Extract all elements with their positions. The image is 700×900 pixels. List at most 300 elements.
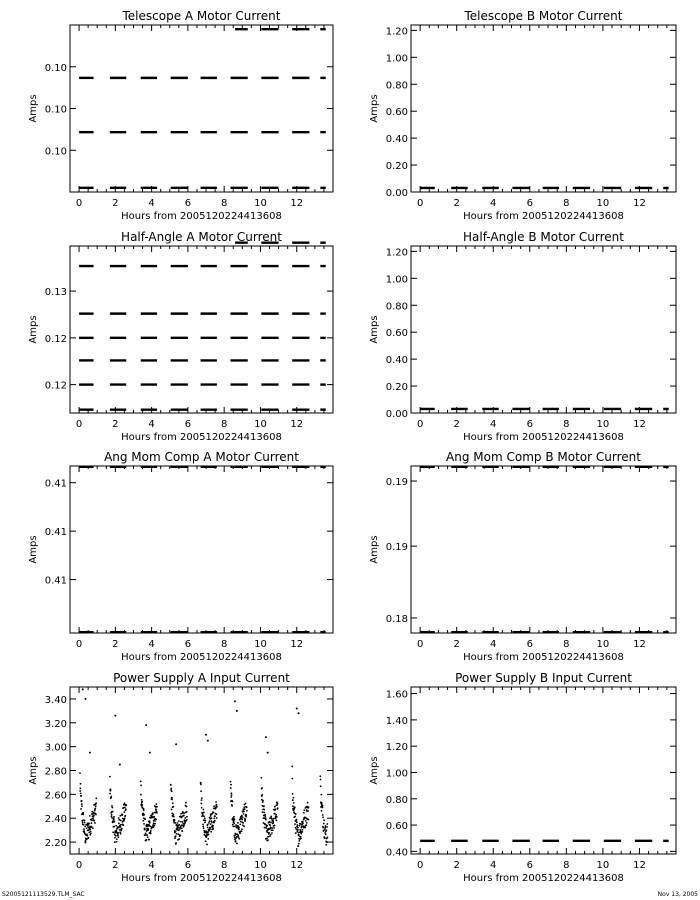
data-point — [325, 834, 327, 836]
data-point — [206, 835, 208, 837]
data-point — [292, 805, 294, 807]
data-point — [244, 819, 246, 821]
data-point — [210, 823, 212, 825]
data-point — [274, 806, 276, 808]
chart-title: Half-Angle B Motor Current — [463, 230, 624, 244]
data-point — [120, 824, 122, 826]
data-point — [296, 822, 298, 824]
data-point — [155, 803, 157, 805]
data-point — [89, 828, 91, 830]
data-point — [117, 832, 119, 834]
y-tick-label: 1.20 — [385, 26, 408, 38]
data-point — [204, 820, 206, 822]
data-point — [141, 799, 143, 801]
x-tick-label: 2 — [112, 639, 119, 650]
data-point — [178, 824, 180, 826]
data-point — [80, 793, 82, 795]
x-tick-label: 10 — [596, 419, 610, 430]
x-tick-label: 4 — [490, 198, 497, 209]
y-tick-label: 0.80 — [385, 794, 408, 806]
data-point — [205, 840, 207, 842]
data-point — [112, 831, 114, 833]
data-point — [175, 842, 177, 844]
data-point — [95, 814, 97, 816]
data-point — [142, 820, 144, 822]
x-tick-label: 6 — [184, 198, 192, 209]
x-tick-label: 4 — [490, 860, 497, 871]
y-tick-label: 0.19 — [385, 542, 408, 554]
x-tick-label: 10 — [254, 639, 267, 650]
data-point — [244, 808, 246, 810]
x-tick-label: 0 — [75, 639, 83, 650]
x-tick-label: 0 — [416, 639, 424, 650]
data-point — [90, 831, 92, 833]
data-point — [80, 808, 82, 810]
data-point — [295, 832, 297, 834]
data-point — [297, 827, 299, 829]
y-tick-label: 0.10 — [44, 146, 67, 158]
data-point — [153, 816, 155, 818]
data-point — [214, 815, 216, 817]
data-point — [211, 822, 213, 824]
data-point — [302, 821, 304, 823]
data-point — [275, 814, 277, 816]
data-point — [146, 834, 148, 836]
data-point — [295, 813, 297, 815]
data-point — [200, 802, 202, 804]
y-axis-label: Amps — [28, 315, 39, 344]
x-tick-label: 4 — [148, 860, 155, 871]
data-point — [123, 811, 125, 813]
data-point — [208, 833, 210, 835]
data-point — [273, 827, 275, 829]
data-point — [320, 794, 322, 796]
data-point — [295, 827, 297, 829]
data-point — [148, 839, 150, 841]
data-point — [321, 802, 323, 804]
data-point — [238, 829, 240, 831]
data-point — [200, 790, 202, 792]
data-point — [298, 843, 300, 845]
x-tick-label: 2 — [453, 419, 460, 430]
data-point — [300, 833, 302, 835]
data-point — [150, 833, 152, 835]
x-tick-label: 12 — [633, 860, 646, 871]
data-point — [150, 830, 152, 832]
data-point — [115, 825, 117, 827]
y-tick-label: 0.00 — [385, 188, 408, 199]
y-tick-label: 0.40 — [385, 847, 408, 859]
y-tick-label: 0.40 — [385, 355, 408, 367]
y-tick-label: 0.60 — [385, 328, 408, 340]
y-tick-label: 0.40 — [385, 134, 408, 146]
data-point — [90, 832, 92, 834]
data-point — [87, 835, 89, 837]
data-point — [181, 827, 183, 829]
data-point — [182, 821, 184, 823]
data-point — [323, 823, 325, 825]
data-point — [95, 797, 97, 799]
data-point — [79, 772, 81, 774]
data-point — [325, 829, 327, 831]
data-point — [176, 833, 178, 835]
data-point — [115, 829, 117, 831]
data-point — [260, 777, 262, 779]
data-point — [238, 838, 240, 840]
data-point — [113, 816, 115, 818]
data-point — [265, 827, 267, 829]
data-point — [145, 724, 147, 726]
data-point — [241, 815, 243, 817]
data-point — [322, 827, 324, 829]
data-point — [186, 806, 188, 808]
data-point — [208, 822, 210, 824]
data-point — [82, 812, 84, 814]
y-tick-label: 0.41 — [44, 527, 67, 539]
data-point — [149, 752, 151, 754]
data-point — [92, 817, 94, 819]
data-point — [267, 836, 269, 838]
data-point — [118, 836, 120, 838]
data-point — [147, 836, 149, 838]
data-point — [232, 826, 234, 828]
y-tick-label: 0.20 — [385, 382, 408, 394]
x-tick-label: 6 — [184, 860, 192, 871]
data-point — [89, 815, 91, 817]
data-point — [84, 822, 86, 824]
data-point — [302, 823, 304, 825]
data-point — [143, 809, 145, 811]
x-axis-label: Hours from 2005120224413608 — [121, 873, 282, 884]
data-point — [239, 824, 241, 826]
x-tick-label: 10 — [596, 639, 610, 650]
data-point — [203, 827, 205, 829]
data-point — [125, 808, 127, 810]
data-point — [207, 838, 209, 840]
data-point — [116, 838, 118, 840]
data-point — [186, 819, 188, 821]
data-point — [141, 801, 143, 803]
data-point — [112, 811, 114, 813]
data-point — [263, 805, 265, 807]
data-point — [201, 807, 203, 809]
data-point — [114, 837, 116, 839]
data-point — [115, 835, 117, 837]
data-point — [81, 820, 83, 822]
data-point — [186, 816, 188, 818]
data-point — [231, 805, 233, 807]
chart-title: Power Supply B Input Current — [455, 671, 632, 685]
x-tick-label: 8 — [220, 198, 228, 209]
x-tick-label: 0 — [75, 860, 83, 871]
y-tick-label: 0.00 — [385, 409, 408, 420]
data-point — [212, 825, 214, 827]
y-tick-label: 2.40 — [44, 814, 67, 826]
data-point — [230, 784, 232, 786]
data-point — [270, 822, 272, 824]
data-point — [201, 797, 203, 799]
x-tick-label: 4 — [490, 639, 497, 650]
y-tick-label: 0.18 — [385, 613, 408, 625]
data-point — [141, 804, 143, 806]
data-point — [88, 837, 90, 839]
plot-frame — [411, 246, 676, 413]
data-point — [271, 827, 273, 829]
data-point — [124, 802, 126, 804]
data-point — [237, 834, 239, 836]
data-point — [183, 812, 185, 814]
data-point — [94, 810, 96, 812]
data-point — [263, 809, 265, 811]
data-point — [271, 832, 273, 834]
data-point — [291, 778, 293, 780]
x-tick-label: 2 — [453, 639, 460, 650]
x-tick-label: 0 — [75, 419, 83, 430]
data-point — [110, 789, 112, 791]
y-tick-label: 3.40 — [44, 694, 67, 706]
data-point — [111, 817, 113, 819]
data-point — [84, 826, 86, 828]
data-point — [300, 836, 302, 838]
data-point — [80, 783, 82, 785]
data-point — [174, 820, 176, 822]
y-axis-label: Amps — [369, 756, 380, 785]
data-point — [274, 824, 276, 826]
y-axis-label: Amps — [369, 315, 380, 344]
data-point — [202, 824, 204, 826]
x-tick-label: 6 — [184, 419, 192, 430]
data-point — [272, 829, 274, 831]
data-point — [120, 833, 122, 835]
data-point — [170, 788, 172, 790]
data-point — [246, 810, 248, 812]
data-point — [82, 814, 84, 816]
data-point — [200, 783, 202, 785]
data-point — [173, 816, 175, 818]
data-point — [326, 826, 328, 828]
data-point — [320, 779, 322, 781]
x-tick-label: 10 — [254, 419, 267, 430]
y-tick-label: 3.20 — [44, 718, 67, 730]
data-point — [216, 817, 218, 819]
data-point — [296, 707, 298, 709]
data-point — [238, 827, 240, 829]
data-point — [268, 832, 270, 834]
data-point — [291, 766, 293, 768]
data-point — [204, 817, 206, 819]
data-point — [173, 813, 175, 815]
y-tick-label: 1.20 — [385, 742, 408, 754]
data-point — [113, 826, 115, 828]
data-point — [242, 816, 244, 818]
data-point — [122, 824, 124, 826]
data-point — [277, 803, 279, 805]
data-point — [277, 807, 279, 809]
x-tick-label: 0 — [416, 860, 424, 871]
data-point — [156, 812, 158, 814]
data-point — [296, 824, 298, 826]
data-point — [234, 839, 236, 841]
data-point — [201, 799, 203, 801]
x-axis-label: Hours from 2005120224413608 — [463, 211, 624, 222]
data-point — [212, 828, 214, 830]
x-tick-label: 10 — [254, 198, 267, 209]
data-point — [113, 819, 115, 821]
y-tick-label: 0.80 — [385, 80, 408, 92]
data-point — [326, 841, 328, 843]
data-point — [265, 736, 267, 738]
data-point — [171, 797, 173, 799]
data-point — [155, 819, 157, 821]
data-point — [181, 824, 183, 826]
y-tick-label: 0.80 — [385, 301, 408, 313]
data-point — [119, 829, 121, 831]
y-tick-label: 1.60 — [385, 689, 408, 701]
x-axis-label: Hours from 2005120224413608 — [463, 873, 624, 884]
x-tick-label: 8 — [220, 860, 228, 871]
x-tick-label: 2 — [453, 198, 460, 209]
data-point — [183, 815, 185, 817]
x-axis-label: Hours from 2005120224413608 — [463, 652, 624, 663]
data-point — [121, 814, 123, 816]
y-tick-label: 0.20 — [385, 161, 408, 173]
data-point — [303, 809, 305, 811]
y-tick-label: 0.12 — [44, 333, 67, 345]
y-tick-label: 0.41 — [44, 478, 67, 490]
data-point — [172, 802, 174, 804]
y-axis-label: Amps — [28, 94, 39, 123]
data-point — [238, 836, 240, 838]
data-point — [143, 823, 145, 825]
data-point — [266, 837, 268, 839]
data-point — [178, 826, 180, 828]
data-point — [303, 812, 305, 814]
x-tick-label: 12 — [290, 860, 304, 871]
data-point — [243, 806, 245, 808]
data-point — [234, 700, 236, 702]
data-point — [109, 793, 111, 795]
data-point — [121, 828, 123, 830]
data-point — [241, 830, 243, 832]
chart-power-supply-b — [369, 671, 676, 884]
data-point — [87, 825, 89, 827]
x-tick-label: 8 — [220, 639, 228, 650]
data-point — [184, 817, 186, 819]
data-point — [322, 816, 324, 818]
data-point — [175, 831, 177, 833]
data-point — [183, 824, 185, 826]
data-point — [261, 787, 263, 789]
data-point — [84, 698, 86, 700]
data-point — [243, 813, 245, 815]
data-point — [120, 826, 122, 828]
data-point — [94, 822, 96, 824]
data-point — [302, 829, 304, 831]
x-tick-label: 0 — [416, 419, 424, 430]
data-point — [145, 832, 147, 834]
data-point — [320, 785, 322, 787]
data-point — [143, 814, 145, 816]
x-axis-label: Hours from 2005120224413608 — [121, 211, 282, 222]
data-point — [152, 813, 154, 815]
x-tick-label: 12 — [290, 419, 304, 430]
data-point — [237, 822, 239, 824]
data-point — [265, 819, 267, 821]
data-point — [114, 715, 116, 717]
x-tick-label: 8 — [563, 860, 570, 871]
data-point — [177, 822, 179, 824]
data-point — [240, 821, 242, 823]
data-point — [270, 834, 272, 836]
data-point — [91, 820, 93, 822]
data-point — [171, 809, 173, 811]
data-point — [272, 822, 274, 824]
chart-title: Ang Mom Comp B Motor Current — [446, 450, 641, 464]
x-axis-label: Hours from 2005120224413608 — [121, 652, 282, 663]
data-point — [153, 822, 155, 824]
data-point — [111, 807, 113, 809]
x-tick-label: 4 — [148, 198, 155, 209]
data-point — [325, 825, 327, 827]
data-point — [245, 816, 247, 818]
x-tick-label: 2 — [453, 860, 460, 871]
x-axis-label: Hours from 2005120224413608 — [463, 432, 624, 443]
data-point — [322, 805, 324, 807]
data-point — [274, 808, 276, 810]
data-point — [145, 839, 147, 841]
data-point — [119, 815, 121, 817]
data-point — [186, 811, 188, 813]
data-point — [269, 824, 271, 826]
data-point — [267, 839, 269, 841]
data-point — [140, 784, 142, 786]
data-point — [120, 820, 122, 822]
chart-half-angle-a — [28, 230, 333, 443]
data-point — [85, 842, 87, 844]
x-tick-label: 2 — [112, 860, 119, 871]
x-tick-label: 8 — [563, 419, 570, 430]
data-point — [213, 812, 215, 814]
x-tick-label: 4 — [148, 639, 155, 650]
data-point — [242, 822, 244, 824]
data-point — [81, 800, 83, 802]
chart-title: Telescope B Motor Current — [464, 9, 623, 23]
y-tick-label: 0.10 — [44, 104, 67, 116]
data-point — [210, 831, 212, 833]
data-point — [93, 815, 95, 817]
data-point — [299, 825, 301, 827]
data-point — [297, 845, 299, 847]
data-point — [231, 794, 233, 796]
data-point — [175, 743, 177, 745]
data-point — [207, 740, 209, 742]
data-point — [292, 799, 294, 801]
data-point — [245, 803, 247, 805]
data-point — [79, 787, 81, 789]
data-point — [241, 819, 243, 821]
data-point — [301, 831, 303, 833]
data-point — [236, 710, 238, 712]
data-point — [243, 810, 245, 812]
data-point — [203, 819, 205, 821]
data-point — [86, 827, 88, 829]
x-tick-label: 12 — [290, 639, 304, 650]
data-point — [153, 826, 155, 828]
data-point — [202, 809, 204, 811]
data-point — [262, 800, 264, 802]
chart-power-supply-a — [28, 671, 333, 884]
data-point — [171, 790, 173, 792]
